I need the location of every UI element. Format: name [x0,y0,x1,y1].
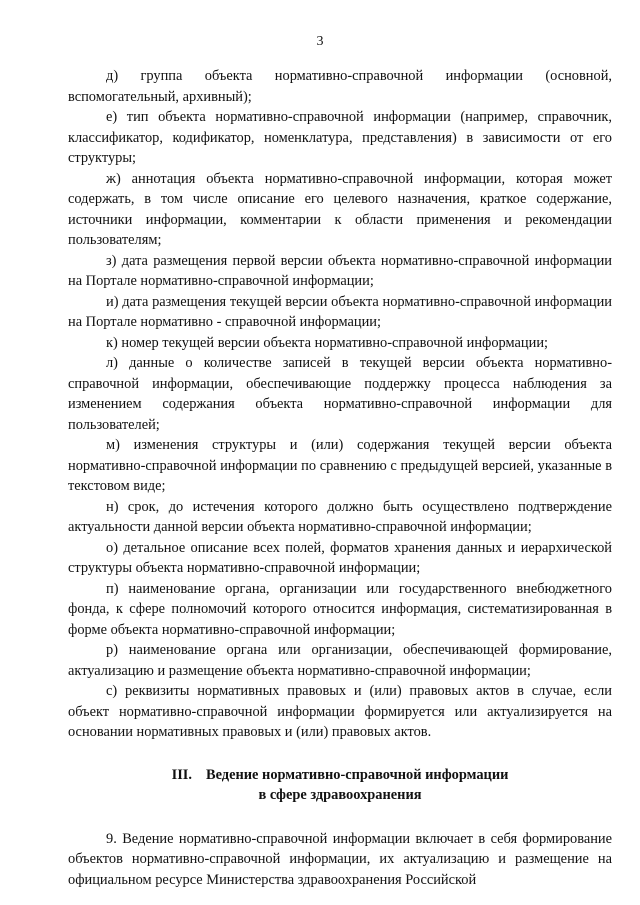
list-item-k: к) номер текущей версии объекта нормативно-справочной информации; [106,334,549,351]
list-item-zh: ж) аннотация объекта нормативно-справочной информации, которая может содержать, в том числе описание его целевого назначения, краткое содержание, источники информации, комментарии к области применения и рекомендации пользователям; [68,170,612,248]
list-item-i: и) дата размещения текущей версии объекта нормативно-справочной информации на Портале нормативно - справочной информации; [68,293,612,330]
list-item-m: м) изменения структуры и (или) содержания текущей версии объекта нормативно-справочной информации по сравнению с предыдущей версией, указанные в текстовом виде; [68,437,612,494]
section-number: III. [171,766,192,783]
list-item-l: л) данные о количестве записей в текущей версии объекта нормативно-справочной информации, обеспечивающие поддержку процесса наблюдения за изменением содержания объекта нормативно-справочной информации для пользователей; [68,355,612,433]
list-item-z: з) дата размещения первой версии объекта нормативно-справочной информации на Портале нормативно-справочной информации; [68,252,612,289]
page-number: 3 [316,34,324,49]
list-item-r: р) наименование органа или организации, обеспечивающей формирование, актуализацию и размещение объекта нормативно-справочной информации; [68,642,612,679]
list-item-p: п) наименование органа, организации или государственного внебюджетного фонда, к сфере полномочий которого относится информация, систематизированная в форме объекта нормативно-справочной информации; [68,580,612,638]
section-heading-line1 [68,765,612,785]
list-item-s: с) реквизиты нормативных правовых и (или) правовых актов в случае, если объект нормативно-справочной информации формируется или актуализируется на основании нормативных правовых и (или) правовых актов. [68,683,612,740]
list-item-n: н) срок, до истечения которого должно быть осуществлено подтверждение актуальности данной версии объекта нормативно-справочной информации; [68,498,612,535]
list-item-o: о) детальное описание всех полей, форматов хранения данных и иерархической структуры объекта нормативно-справочной информации; [68,539,612,576]
paragraph-9: 9. Ведение нормативно-справочной информации включает в себя формирование объектов нормативно-справочной информации, их актуализацию и размещение на официальном ресурсе Министерства здравоохранения Российской [68,830,612,888]
document-body [68,66,612,890]
list-item-e: е) тип объекта нормативно-справочной информации (например, справочник, классификатор, кодификатор, номенклатура, представления) в зависимости от его структуры; [68,109,612,166]
section-title-line1: Ведение нормативно-справочной информации [206,766,509,783]
list-item-d: д) группа объекта нормативно-справочной информации (основной, вспомогательный, архивный); [68,68,612,105]
section-heading [68,765,612,805]
section-title-line2: в сфере здравоохранения [258,786,422,803]
